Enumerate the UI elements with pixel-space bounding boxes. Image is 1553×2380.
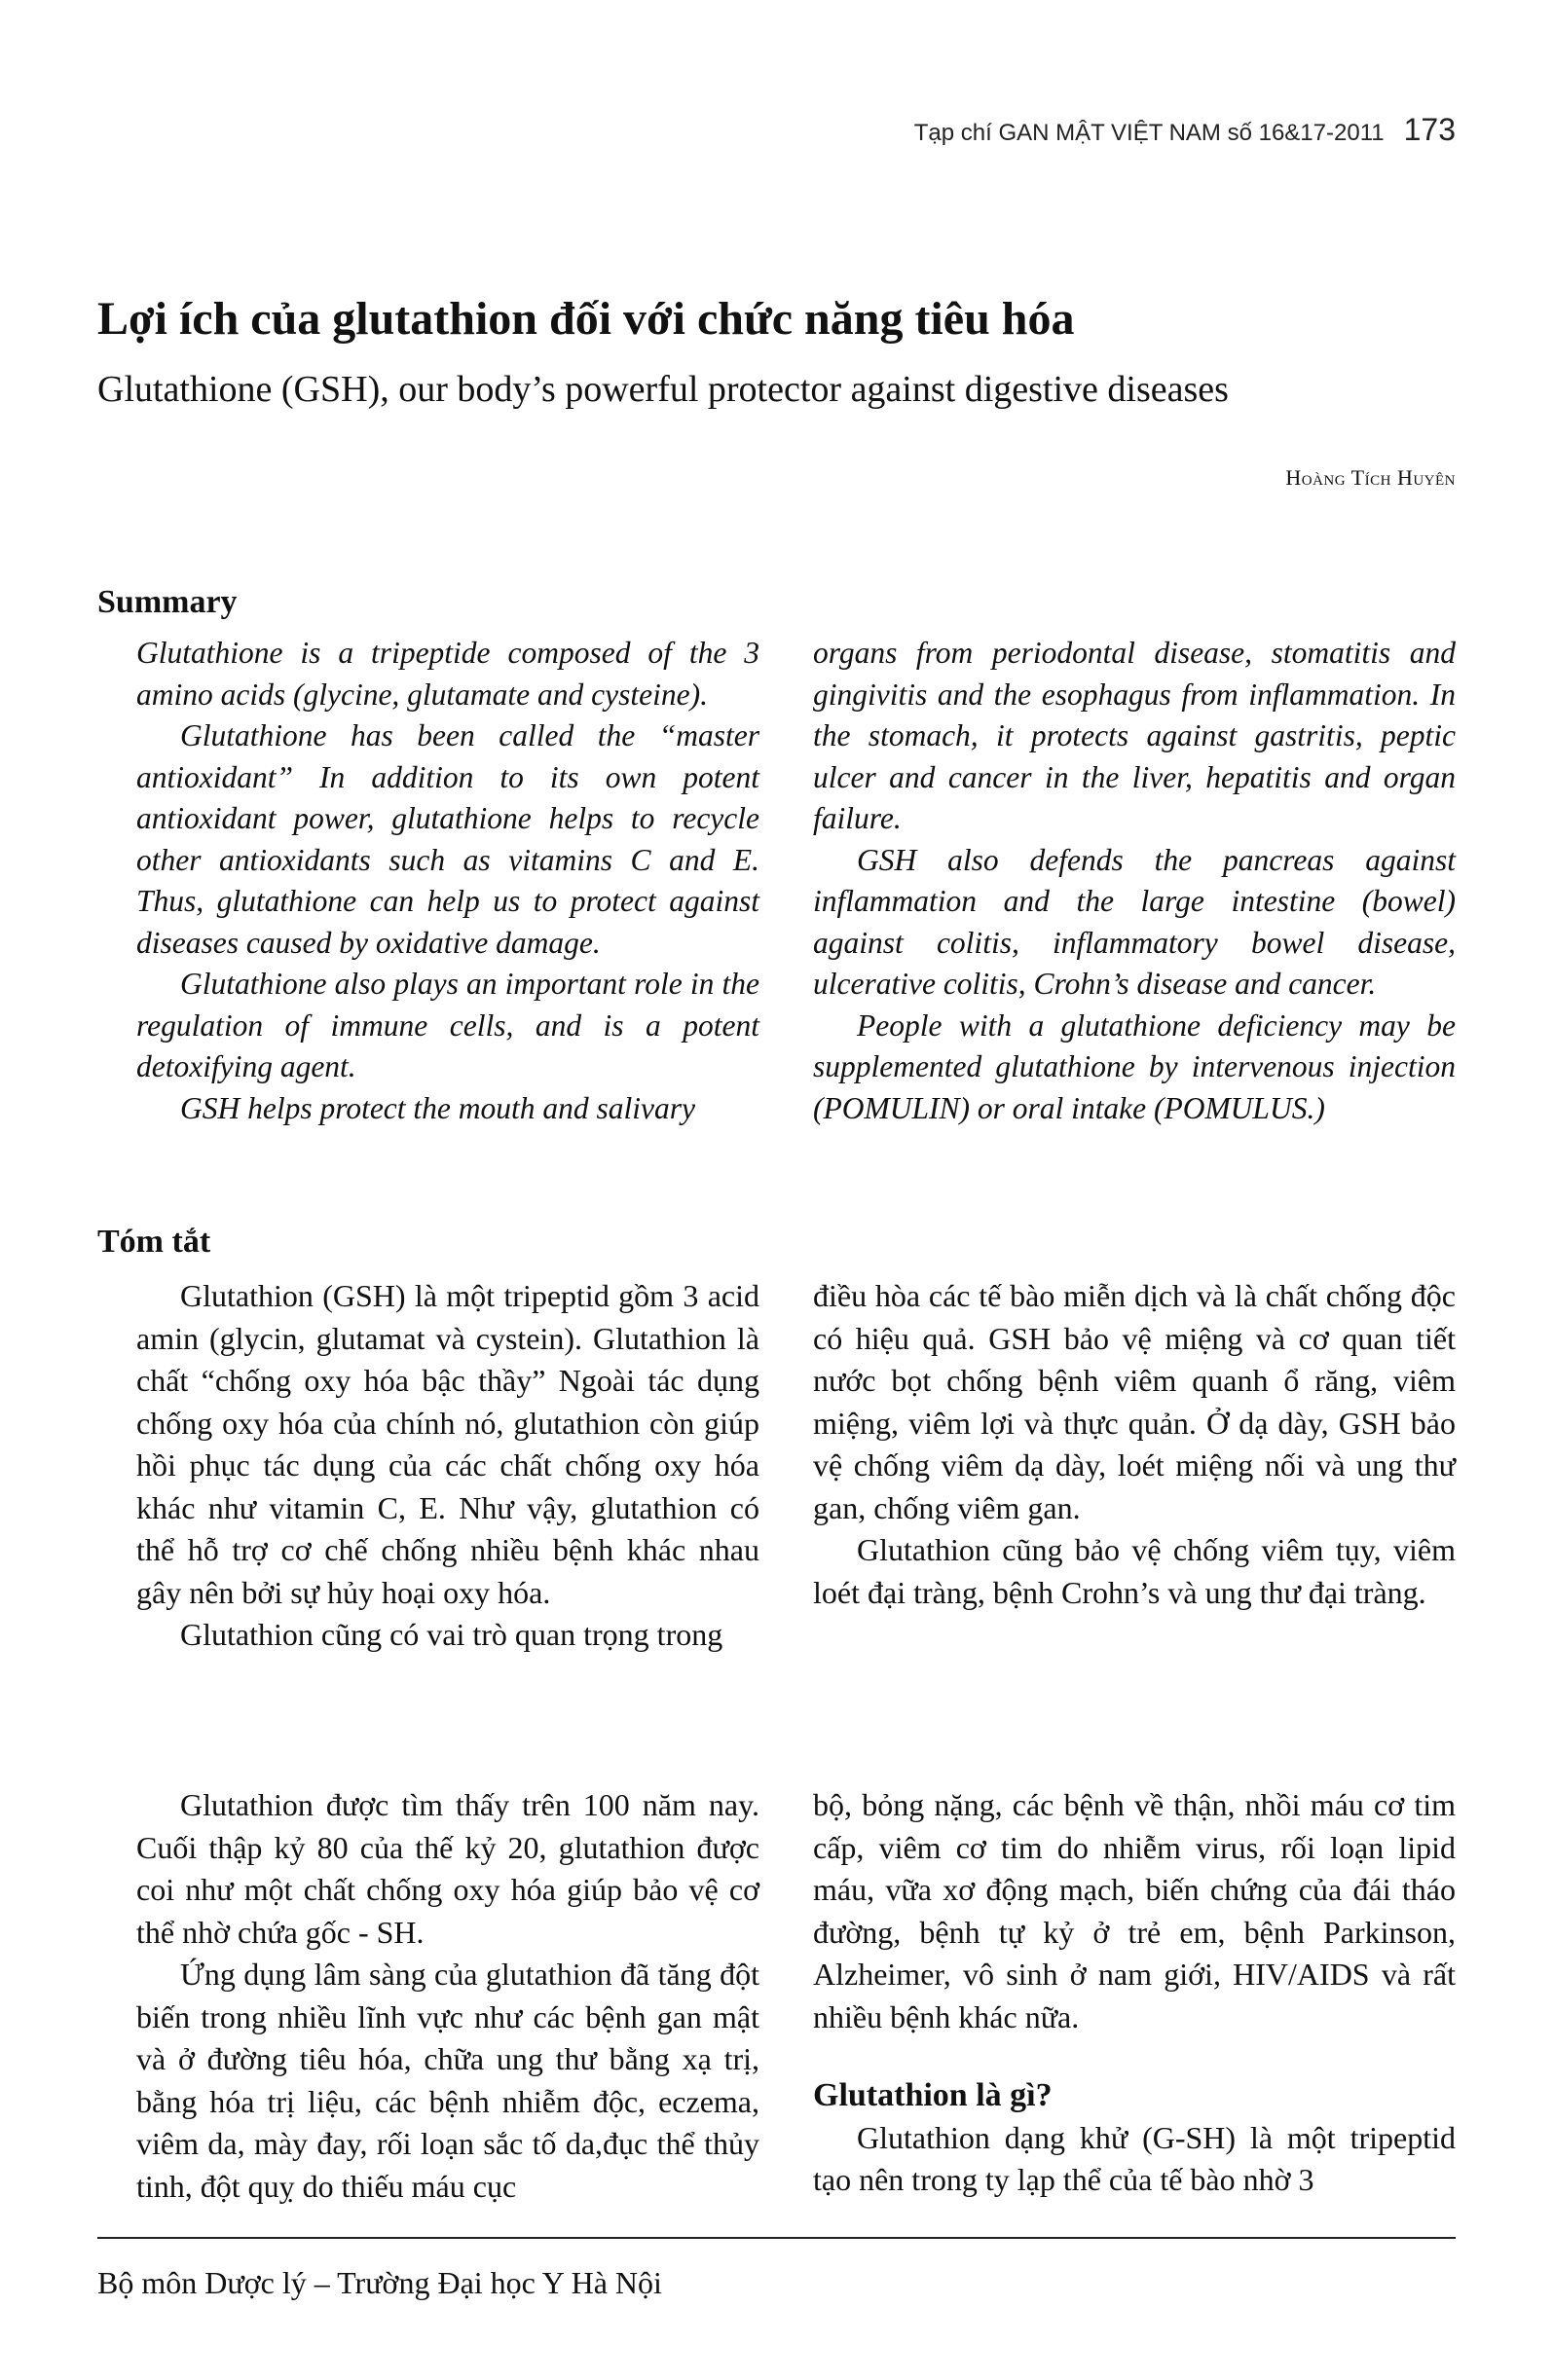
summary-paragraph: Glutathione has been called the “master antioxidant” In addition to its own potent antioxidant power, glutathione helps to recycle other antioxidants such as vitamins C and E. Thus, glutathione can help us to protect against diseases caused by oxidative damage. [136,718,759,960]
summary-paragraph: GSH helps protect the mouth and salivary [180,1090,696,1125]
running-header [914,112,1456,148]
summary-paragraph: organs from periodontal disease, stomatitis and gingivitis and the esophagus from inflammation. In the stomach, it protects against gastritis, peptic ulcer and cancer in the liver, hepatitis and organ failure. [813,636,1456,835]
author-affiliation: Bộ môn Dược lý – Trường Đại học Y Hà Nội [97,2265,662,2300]
article-title: Lợi ích của glutathion đối với chức năng tiêu hóa [97,293,1075,345]
summary-paragraph: Glutathione is a tripeptide composed of the 3 amino acids (glycine, glutamate and cysteine). [136,636,759,712]
section-heading: Glutathion là gì? [813,2077,1053,2113]
summary-paragraph: GSH also defends the pancreas against inflammation and the large intestine (bowel) against colitis, inflammatory bowel disease, ulcerative colitis, Crohn’s disease and cancer. [813,842,1456,1001]
tomtat-heading: Tóm tắt [97,1224,211,1260]
tomtat-right-column [813,1275,1456,1614]
body-paragraph: bộ, bỏng nặng, các bệnh về thận, nhồi máu cơ tim cấp, viêm cơ tim do nhiễm virus, rối loạn lipid máu, vữa xơ động mạch, biến chứng của đái tháo đường, bệnh tự kỷ ở trẻ em, bệnh Parkinson, Alzheimer, vô sinh ở nam giới, HIV/AIDS và rất nhiều bệnh khác nữa. [813,1787,1456,2034]
body-right-column [813,1784,1456,2202]
footnote-divider [97,2237,1456,2239]
tomtat-paragraph: Glutathion cũng bảo vệ chống viêm tụy, viêm loét đại tràng, bệnh Crohn’s và ung thư đại tràng. [813,1532,1456,1610]
body-paragraph: Glutathion dạng khử (G-SH) là một tripeptid tạo nên trong ty lạp thể của tế bào nhờ 3 [813,2119,1456,2197]
body-paragraph: Ứng dụng lâm sàng của glutathion đã tăng đột biến trong nhiều lĩnh vực như các bệnh gan mật và ở đường tiêu hóa, chữa ung thư bằng xạ trị, bằng hóa trị liệu, các bệnh nhiễm độc, eczema, viêm da, mày đay, rối loạn sắc tố da,đục thể thủy tinh, đột quỵ do thiếu máu cục [136,1957,759,2204]
summary-paragraph: Glutathione also plays an important role in the regulation of immune cells, and is a potent detoxifying agent. [136,967,759,1083]
author-name: Hoàng Tích Huyên [1285,465,1456,490]
tomtat-paragraph: Glutathion cũng có vai trò quan trọng trong [180,1617,723,1652]
summary-right-column [813,633,1456,1129]
tomtat-paragraph: Glutathion (GSH) là một tripeptid gồm 3 acid amin (glycin, glutamat và cystein). Glutathion là chất “chống oxy hóa bậc thầy” Ngoài tác dụng chống oxy hóa của chính nó, glutathion còn giúp hồi phục tác dụng của các chất chống oxy hóa khác như vitamin C, E. Như vậy, glutathion có thể hỗ trợ cơ chế chống nhiều bệnh khác nhau gây nên bởi sự hủy hoại oxy hóa. [136,1278,759,1610]
summary-left-column [136,633,759,1129]
summary-paragraph: People with a glutathione deficiency may be supplemented glutathione by intervenous injection (POMULIN) or oral intake (POMULUS.) [813,1007,1456,1125]
page-number: 173 [1403,112,1456,147]
summary-heading: Summary [97,584,238,620]
tomtat-paragraph: điều hòa các tế bào miễn dịch và là chất chống độc có hiệu quả. GSH bảo vệ miệng và cơ quan tiết nước bọt chống bệnh viêm quanh ổ răng, viêm miệng, viêm lợi và thực quản. Ở dạ dày, GSH bảo vệ chống viêm dạ dày, loét miệng nối và ung thư gan, chống viêm gan. [813,1278,1456,1525]
body-paragraph: Glutathion được tìm thấy trên 100 năm nay. Cuối thập kỷ 80 của thế kỷ 20, glutathion được coi như một chất chống oxy hóa giúp bảo vệ cơ thể nhờ chứa gốc - SH. [136,1787,759,1950]
journal-name: Tạp chí GAN MẬT VIỆT NAM số 16&17-2011 [913,120,1385,146]
article-subtitle: Glutathione (GSH), our body’s powerful protector against digestive diseases [97,369,1229,410]
tomtat-left-column [136,1275,759,1657]
body-left-column [136,1784,759,2208]
